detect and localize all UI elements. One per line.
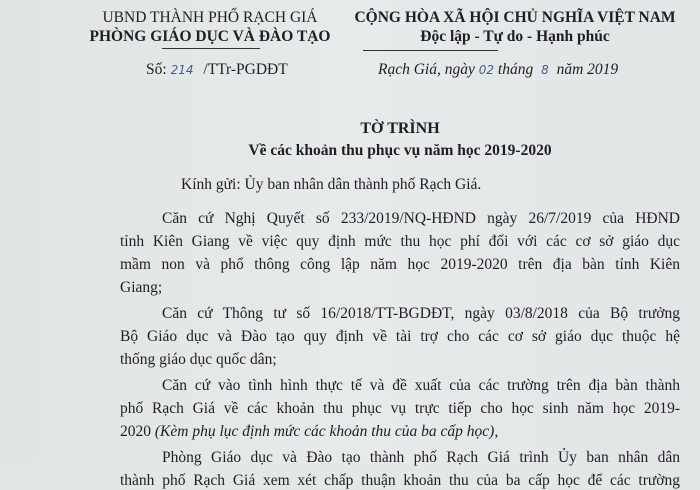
date-year: năm 2019 xyxy=(556,61,619,78)
document-subtitle: Về các khoản thu phục vụ năm học 2019-2020 xyxy=(248,142,552,159)
paragraph-line: Bộ Giáo dục và Đào tạo quy định về tài trợ cho các cơ sở giáo dục thuộc hệ xyxy=(120,328,680,345)
paragraph-line: thành phố Rạch Giá xem xét chấp thuận khoản thu của ba cấp học để các trường xyxy=(120,472,680,489)
date-month-label: tháng xyxy=(497,61,534,78)
paragraph-line: Giang; xyxy=(120,279,163,296)
document-number xyxy=(146,61,288,79)
paragraph-line: Căn cứ Nghị Quyết số 233/2019/NQ-HĐND ngày 26/7/2019 của HĐND xyxy=(162,210,680,227)
number-label: Số: xyxy=(146,61,167,78)
paragraph-line: Phòng Giáo dục và Đào tạo thành phố Rạch Giá trình Ủy ban nhân dân xyxy=(162,449,680,466)
agency-name: UBND THÀNH PHỐ RẠCH GIÁ xyxy=(102,9,318,26)
document-title: TỜ TRÌNH xyxy=(360,120,440,137)
paragraph-line: thống giáo dục quốc dân; xyxy=(120,351,277,368)
department-name: PHÒNG GIÁO DỤC VÀ ĐÀO TẠO xyxy=(89,28,331,45)
paragraph-line: tỉnh Kiên Giang về việc quy định mức thu học phí đối với các cơ sở giáo dục xyxy=(120,233,680,250)
paragraph-line xyxy=(120,423,680,441)
number-suffix: /TTr-PGDĐT xyxy=(203,61,288,78)
right-divider xyxy=(363,50,498,51)
recipient: Kính gửi: Ủy ban nhân dân thành phố Rạch Giá. xyxy=(181,176,482,193)
date-prefix: Rạch Giá, ngày xyxy=(378,61,475,78)
national-motto: Độc lập - Tự do - Hạnh phúc xyxy=(420,28,610,45)
paragraph-line: Căn cứ vào tình hình thực tế và đề xuất của các trường trên địa bàn thành xyxy=(162,377,680,394)
paragraph-line: Căn cứ Thông tư số 16/2018/TT-BGDĐT, ngày 03/8/2018 của Bộ trưởng xyxy=(162,305,680,322)
date-month: 8 xyxy=(541,63,549,77)
document-date xyxy=(378,61,618,79)
national-title: CỘNG HÒA XÃ HỘI CHỦ NGHĨA VIỆT NAM xyxy=(354,9,676,26)
paragraph-line: mầm non và phổ thông công lập năm học 2019-2020 trên địa bàn tỉnh Kiên xyxy=(120,256,680,273)
date-day: 02 xyxy=(478,63,495,77)
paragraph-line: phố Rạch Giá về các khoản thu phục vụ trực tiếp cho học sinh năm học 2019- xyxy=(120,400,680,417)
left-divider xyxy=(162,48,260,49)
appendix-note: (Kèm phụ lục định mức các khoản thu của ba cấp học), xyxy=(154,423,499,440)
paragraph-text: 2020 xyxy=(120,423,151,440)
number-value: 214 xyxy=(170,63,194,77)
